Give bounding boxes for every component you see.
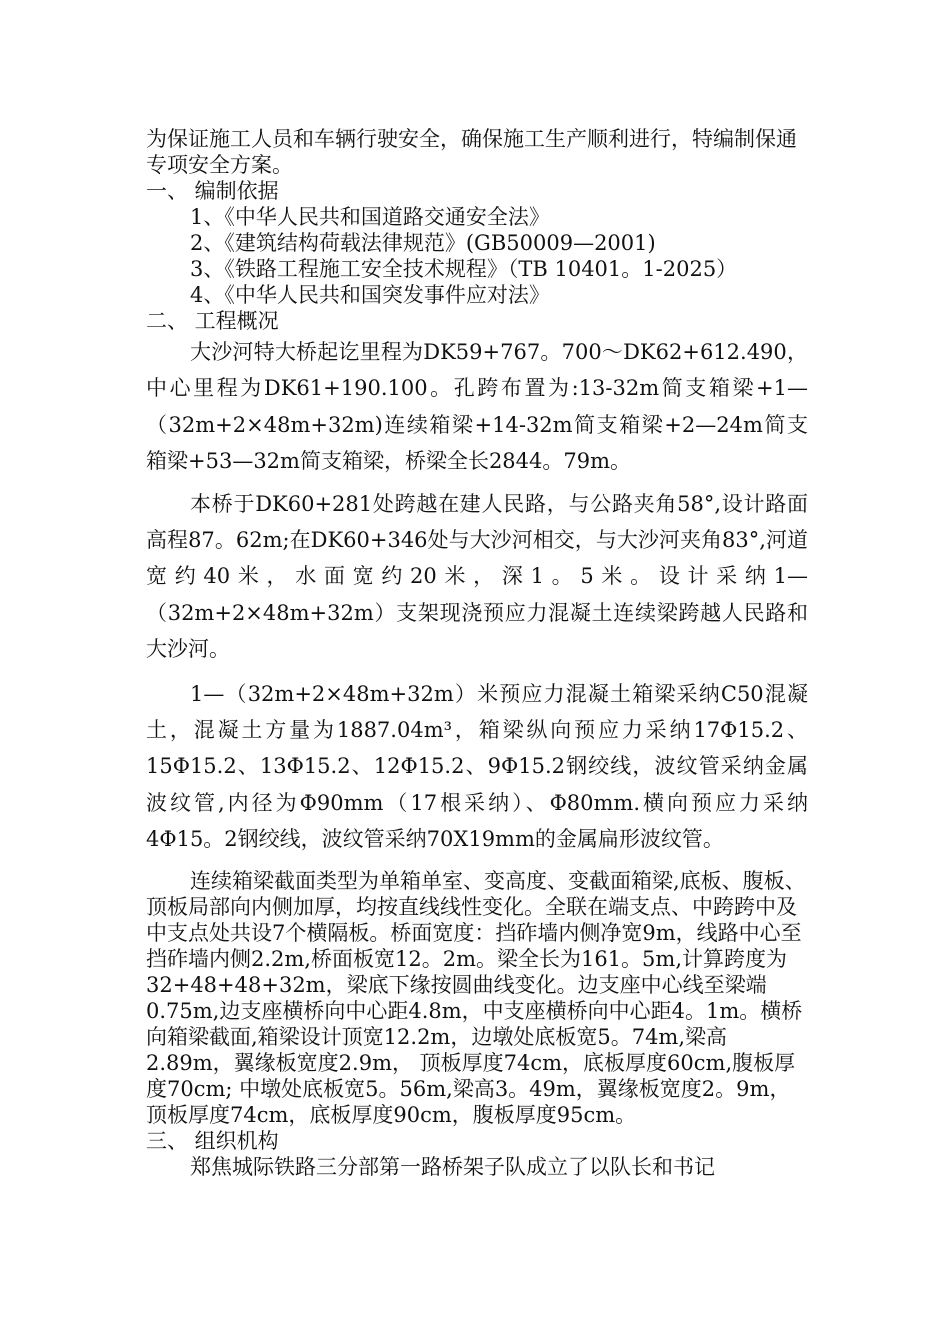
basis-item: 1、《中华人民共和国道路交通安全法》	[190, 205, 550, 229]
organization-paragraph: 郑焦城际铁路三分部第一路桥架子队成立了以队长和书记	[190, 1154, 715, 1179]
document-body	[146, 126, 808, 1180]
overview-paragraph-2: 本桥于DK60+281处跨越在建人民路，与公路夹角58°,设计路面高程87。62m;在DK60+346处与大沙河相交，与大沙河夹角83°,河道宽约40米，水面宽约20米，深1。5米。设计采纳1—（32m+2×48m+32m）支架现浇预应力混凝土连续梁跨越人民路和大沙河。	[146, 491, 808, 662]
basis-item: 4、《中华人民共和国突发事件应对法》	[190, 283, 550, 307]
section-heading-basis: 一、 编制依据	[146, 179, 279, 203]
overview-paragraph-3: 1—（32m+2×48m+32m）米预应力混凝土箱梁采纳C50混凝土，混凝土方量为1887.04m³，箱梁纵向预应力采纳17Φ15.2、15Φ15.2、13Φ15.2、12Φ15.2、9Φ15.2钢绞线，波纹管采纳金属波纹管,内径为Φ90mm（17根采纳）、Φ80mm.横向预应力采纳4Φ15。2钢绞线，波纹管采纳70X19mm的金属扁形波纹管。	[146, 681, 808, 852]
section-heading-organization: 三、 组织机构	[146, 1128, 279, 1153]
overview-paragraph-1: 大沙河特大桥起讫里程为DK59+767。700～DK62+612.490，中心里程为DK61+190.100。孔跨布置为:13-32m简支箱梁+1—（32m+2×48m+32m)连续箱梁+14-32m简支箱梁+2—24m简支箱梁+53—32m简支箱梁，桥梁全长2844。79m。	[146, 340, 808, 474]
intro-paragraph: 为保证施工人员和车辆行驶安全，确保施工生产顺利进行，特编制保通专项安全方案。	[146, 127, 797, 177]
basis-item: 3、《铁路工程施工安全技术规程》（TB 10401。1-2025）	[190, 257, 738, 281]
section-heading-overview: 二、 工程概况	[146, 309, 279, 333]
overview-paragraph-4: 连续箱梁截面类型为单箱单室、变高度、变截面箱梁,底板、腹板、顶板局部向内侧加厚，均按直线线性变化。全联在端支点、中跨跨中及中支点处共设7个横隔板。桥面宽度：挡砟墙内侧净宽9m，线路中心至挡砟墙内侧2.2m,桥面板宽12。2m。梁全长为161。5m,计算跨度为32+48+48+32m，梁底下缘按圆曲线变化。边支座中心线至梁端0.75m,边支座横桥向中心距4.8m，中支座横桥向中心距4。1m。横桥向箱梁截面,箱梁设计顶宽12.2m，边墩处底板宽5。74m,梁高2.89m，翼缘板宽度2.9m， 顶板厚度74cm，底板厚度60cm,腹板厚度70cm; 中墩处底板宽5。56m,梁高3。49m，翼缘板宽度2。9m， 顶板厚度74cm，底板厚度90cm，腹板厚度95cm。	[146, 868, 806, 1127]
basis-item: 2、《建筑结构荷载法律规范》(GB50009—2001)	[190, 231, 656, 255]
